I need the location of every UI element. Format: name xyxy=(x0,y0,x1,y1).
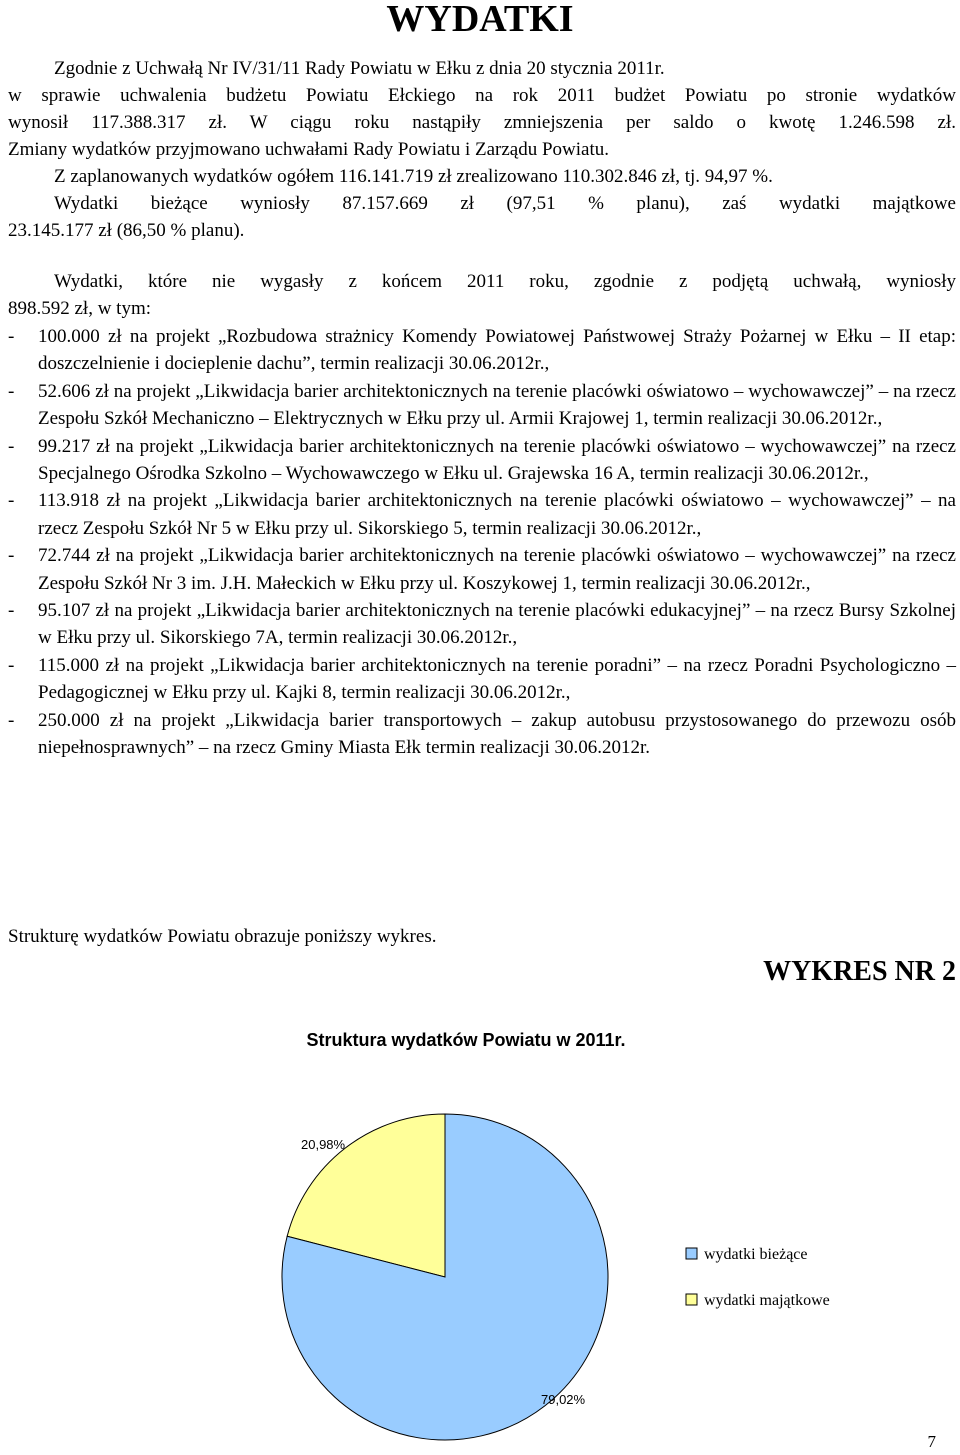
legend-label: wydatki bieżące xyxy=(704,1246,808,1263)
legend-label: wydatki majątkowe xyxy=(704,1292,830,1309)
list-dash: - xyxy=(8,709,15,731)
legend-swatch xyxy=(686,1248,697,1259)
page-title: WYDATKI xyxy=(386,0,574,40)
list-dash: - xyxy=(8,600,15,622)
page-number: 7 xyxy=(927,1432,936,1451)
intro-line: wynosił 117.388.317 zł. W ciągu roku nastąpiły zmniejszenia per saldo o kwotę 1.246.598 zł. xyxy=(8,112,956,133)
summary-line: 23.145.177 zł (86,50 % planu). xyxy=(8,220,245,241)
intro-line: w sprawie uchwalenia budżetu Powiatu Ełckiego na rok 2011 budżet Powiatu po stronie wydatków xyxy=(8,85,956,106)
unexpired-line: 898.592 zł, w tym: xyxy=(8,298,152,319)
legend-swatch xyxy=(686,1294,697,1305)
intro-line: Zgodnie z Uchwałą Nr IV/31/11 Rady Powiatu w Ełku z dnia 20 stycznia 2011r. xyxy=(54,58,665,79)
list-item-text: 72.744 zł na projekt „Likwidacja barier architektonicznych na terenie placówki oświatowo – wychowawczej” na rzecz Zespołu Szkół Nr 3 im. J.H. Małeckich w Ełku przy ul. Koszykowej 1, termin realizacji 30.06.2012r., xyxy=(38,545,956,594)
list-item-text: 113.918 zł na projekt „Likwidacja barier architektonicznych na terenie placówki oświatowo – wychowawczej” – na rzecz Zespołu Szkół Nr 5 w Ełku przy ul. Sikorskiego 5, termin realizacji 30.06.2012r., xyxy=(38,490,956,539)
list-item-text: 250.000 zł na projekt „Likwidacja barier transportowych – zakup autobusu przystosowanego do przewozu osób niepełnosprawnych” – na rzecz Gminy Miasta Ełk termin realizacji 30.06.2012r. xyxy=(38,709,956,759)
summary-line: Z zaplanowanych wydatków ogółem 116.141.719 zł zrealizowano 110.302.846 zł, tj. 94,97 %. xyxy=(54,166,773,187)
chart-title: Struktura wydatków Powiatu w 2011r. xyxy=(306,1030,626,1050)
summary-line: Wydatki bieżące wyniosły 87.157.669 zł (97,51 % planu), zaś wydatki majątkowe xyxy=(54,193,956,214)
intro-line: Zmiany wydatków przyjmowano uchwałami Rady Powiatu i Zarządu Powiatu. xyxy=(8,139,610,160)
list-dash: - xyxy=(8,490,15,512)
list-item-text: 52.606 zł na projekt „Likwidacja barier architektonicznych na terenie placówki oświatowo – wychowawczej” – na rzecz Zespołu Szkół Mechaniczno – Elektrycznych w Ełku przy ul. Armii Krajowej 1, termin realizacji 30.06.2012r., xyxy=(38,380,956,430)
list-item-text: 115.000 zł na projekt „Likwidacja barier architektonicznych na terenie poradni” – na rzecz Poradni Psychologiczno – Pedagogicznej w Ełku przy ul. Kajki 8, termin realizacji 30.06.2012r., xyxy=(38,654,956,704)
list-dash: - xyxy=(8,654,15,676)
list-dash: - xyxy=(8,435,15,457)
list-item-text: 95.107 zł na projekt „Likwidacja barier architektonicznych na terenie placówki edukacyjnej” – na rzecz Bursy Szkolnej w Ełku przy ul. Sikorskiego 7A, termin realizacji 30.06.2012r., xyxy=(38,600,956,649)
pie-value-label: 20,98% xyxy=(301,1137,346,1152)
list-dash: - xyxy=(8,326,15,347)
list-dash: - xyxy=(8,380,15,402)
list-item-text: 100.000 zł na projekt „Rozbudowa strażnicy Komendy Powiatowej Państwowej Straży Pożarnej w Ełku – II etap: doszczelnienie i docieplenie dachu”, termin realizacji 30.06.2012r., xyxy=(38,326,956,375)
chart-number: WYKRES NR 2 xyxy=(763,956,956,987)
list-item-text: 99.217 zł na projekt „Likwidacja barier architektonicznych na terenie placówki oświatowo – wychowawczej” na rzecz Specjalnego Ośrodka Szkolno – Wychowawczego w Ełku ul. Grajewska 16 A, termin realizacji 30.06.2012r., xyxy=(38,435,956,485)
unexpired-line: Wydatki, które nie wygasły z końcem 2011 roku, zgodnie z podjętą uchwałą, wyniosły xyxy=(54,271,956,292)
list-dash: - xyxy=(8,545,15,567)
chart-intro-text: Strukturę wydatków Powiatu obrazuje poniższy wykres. xyxy=(8,926,437,947)
pie-value-label: 79,02% xyxy=(541,1392,586,1407)
